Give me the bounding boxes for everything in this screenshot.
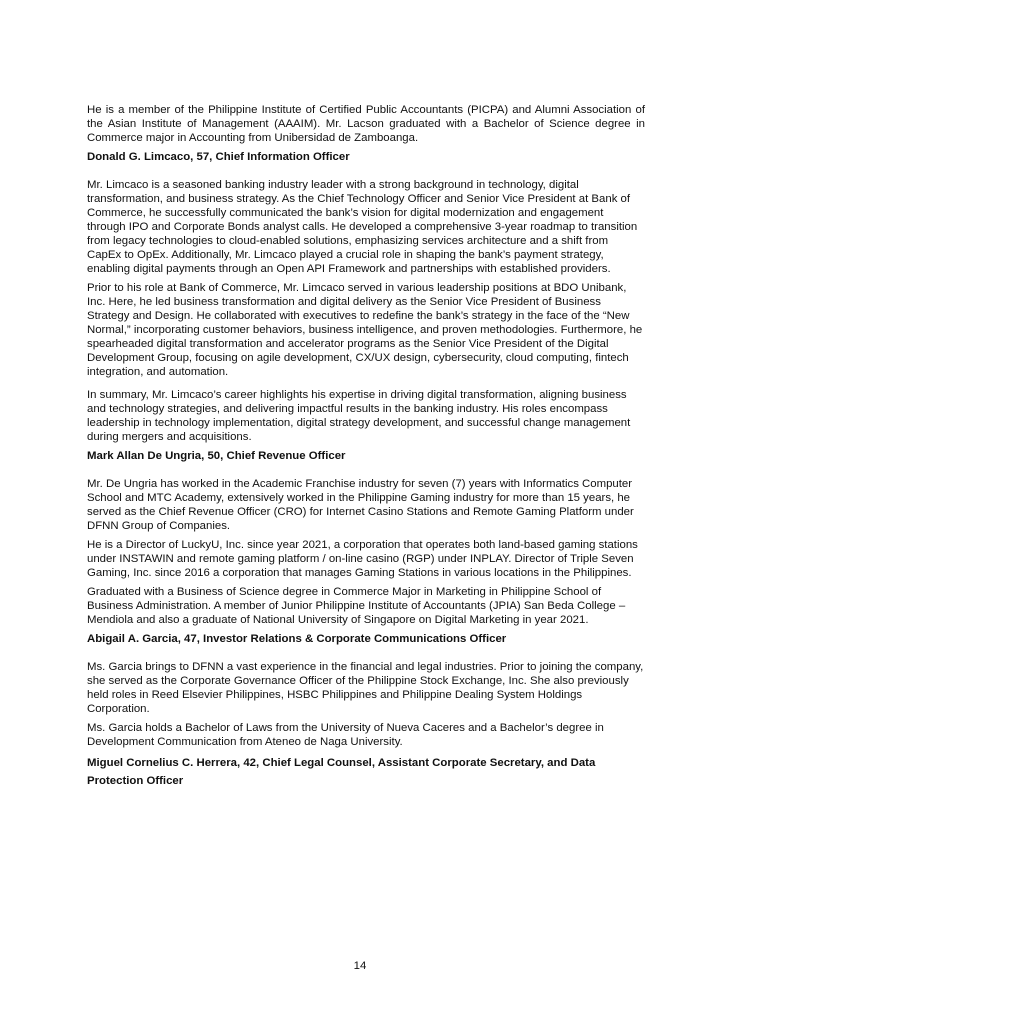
heading-de-ungria: Mark Allan De Ungria, 50, Chief Revenue Officer [87, 450, 346, 462]
paragraph-de-ungria-experience: Mr. De Ungria has worked in the Academic Franchise industry for seven (7) years with Informatics Computer School and MTC Academy, extensively worked in the Philippine Gaming industry for more than 15 years, he served as the Chief Revenue Officer (CRO) for Internet Casino Stations and Remote Gaming Platform under DFNN Group of Companies. [87, 478, 634, 532]
page-body [87, 103, 645, 804]
paragraph-limcaco-summary: Mr. Limcaco is a seasoned banking industry leader with a strong background in technology, digital transformation, and business strategy. As the Chief Technology Officer and Senior Vice President at Bank of Commerce, he successfully communicated the bank’s vision for digital modernization and engagement through IPO and Corporate Bonds analyst calls. He developed a comprehensive 3-year roadmap to transition from legacy technologies to cloud-enabled solutions, emphasizing services architecture and a shift from CapEx to OpEx. Additionally, Mr. Limcaco played a crucial role in shaping the bank’s payment strategy, enabling digital payments through an Open API Framework and partnerships with established providers. [87, 179, 638, 275]
paragraph-limcaco-bdo: Prior to his role at Bank of Commerce, Mr. Limcaco served in various leadership positions at BDO Unibank, Inc. Here, he led business transformation and digital delivery as the Senior Vice President of Business Strategy and Design. He collaborated with executives to redefine the bank’s strategy in the face of the “New Normal,” incorporating customer behaviors, business intelligence, and proven methodologies. Furthermore, he spearheaded digital transformation and accelerator programs as the Senior Vice President of the Digital Development Group, focusing on agile development, CX/UX design, cybersecurity, cloud computing, fintech integration, and automation. [87, 282, 643, 378]
paragraph-de-ungria-education: Graduated with a Business of Science degree in Commerce Major in Marketing in Philippine School of Business Administration. A member of Junior Philippine Institute of Accountants (JPIA) San Beda College – Mendiola and also a graduate of National University of Singapore on Digital Marketing in year 2021. [87, 586, 626, 626]
heading-herrera: Miguel Cornelius C. Herrera, 42, Chief Legal Counsel, Assistant Corporate Secretary, and Data Protection Officer [87, 757, 596, 787]
paragraph-garcia-education: Ms. Garcia holds a Bachelor of Laws from the University of Nueva Caceres and a Bachelor’s degree in Development Communication from Ateneo de Naga University. [87, 722, 604, 748]
page-number: 14 [353, 960, 367, 972]
heading-garcia: Abigail A. Garcia, 47, Investor Relations & Corporate Communications Officer [87, 633, 507, 645]
paragraph-garcia-experience: Ms. Garcia brings to DFNN a vast experience in the financial and legal industries. Prior to joining the company, she served as the Corporate Governance Officer of the Philippine Stock Exchange, Inc. She also previously held roles in Reed Elsevier Philippines, HSBC Philippines and Philippine Dealing System Holdings Corporation. [87, 661, 644, 715]
paragraph-limcaco-career: In summary, Mr. Limcaco’s career highlights his expertise in driving digital transformation, aligning business and technology strategies, and delivering impactful results in the banking industry. His roles encompass leadership in technology implementation, digital strategy development, and successful change management during mergers and acquisitions. [87, 389, 631, 443]
paragraph-lacson-membership: He is a member of the Philippine Institute of Certified Public Accountants (PICPA) and Alumni Association of the Asian Institute of Management (AAAIM). Mr. Lacson graduated with a Bachelor of Science degree in Commerce major in Accounting from Unibersidad de Zamboanga. [87, 104, 645, 144]
paragraph-de-ungria-director: He is a Director of LuckyU, Inc. since year 2021, a corporation that operates both land-based gaming stations under INSTAWIN and remote gaming platform / on-line casino (RGP) under INPLAY. Director of Triple Seven Gaming, Inc. since 2016 a corporation that manages Gaming Stations in various locations in the Philippines. [87, 539, 638, 579]
heading-limcaco: Donald G. Limcaco, 57, Chief Information Officer [87, 151, 350, 163]
